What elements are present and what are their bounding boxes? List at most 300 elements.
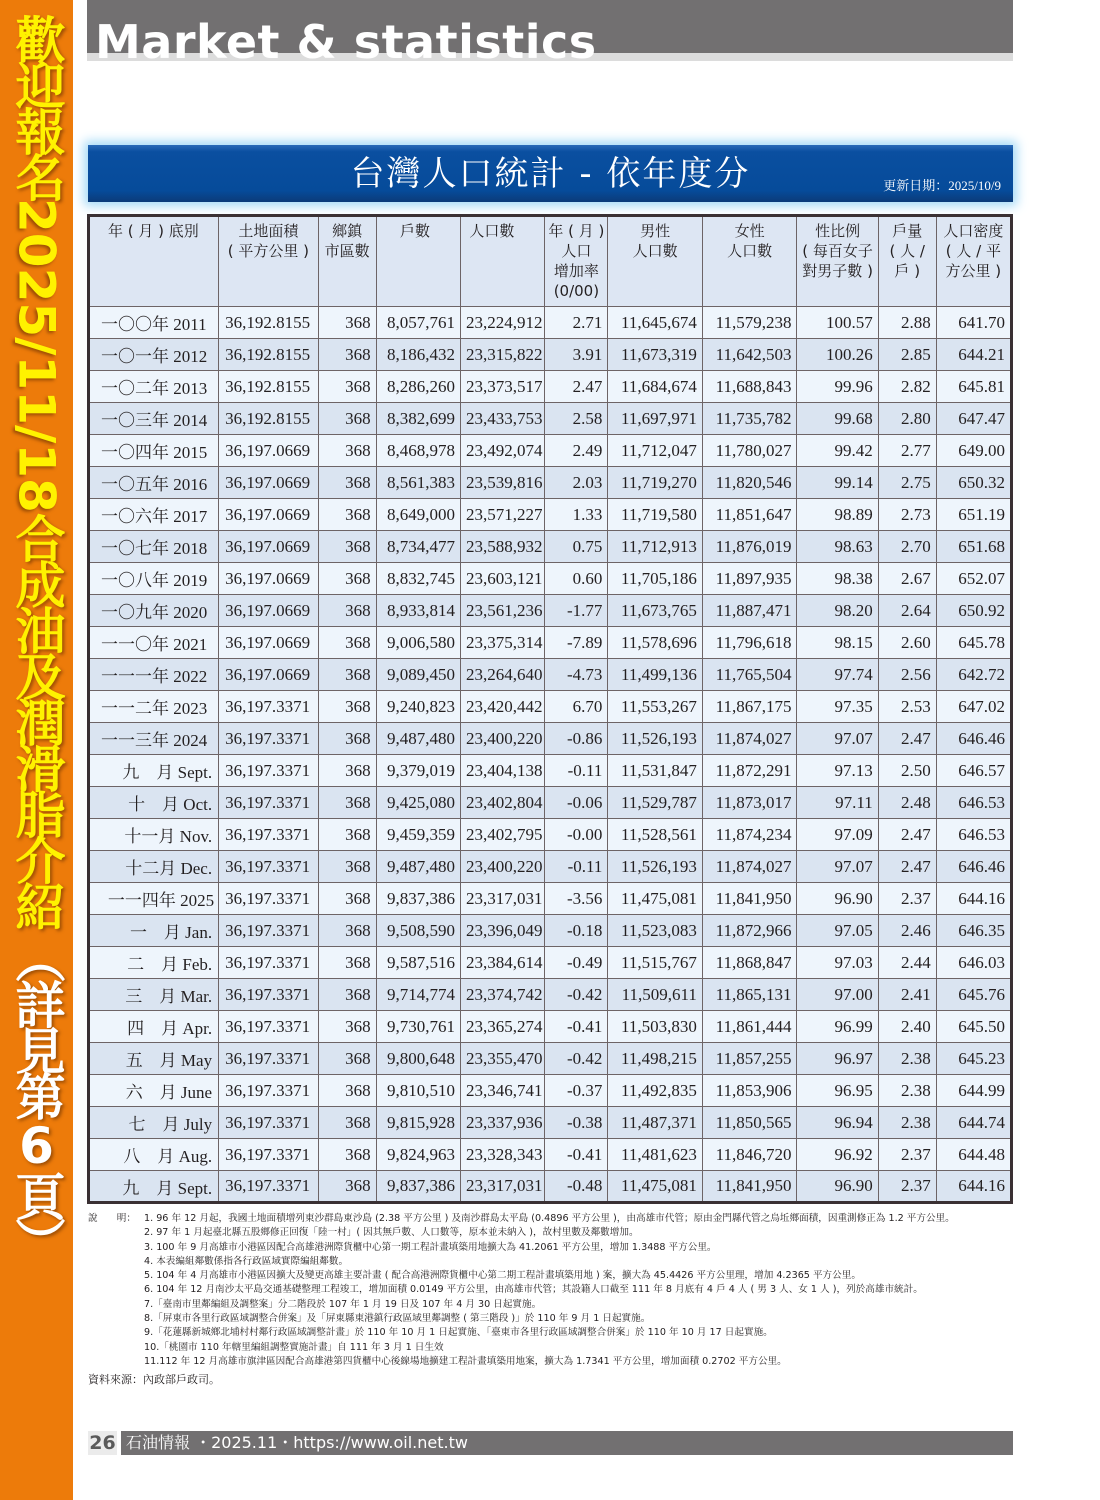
- cell-pop: 23,373,517: [461, 371, 545, 403]
- table-body: [89, 307, 1012, 1203]
- cell-area: 36,197.3371: [219, 1139, 319, 1171]
- cell-area: 36,197.3371: [219, 915, 319, 947]
- cell-male: 11,492,835: [608, 1075, 703, 1107]
- cell-density: 652.07: [936, 563, 1011, 595]
- cell-area: 36,197.3371: [219, 1075, 319, 1107]
- cell-hhsize: 2.88: [878, 307, 936, 339]
- cell-density: 646.35: [936, 915, 1011, 947]
- column-header-pop: 人口數: [461, 216, 545, 307]
- note-text: 6. 104 年 12 月南沙太平島交通基礎整理工程竣工，增加面積 0.0149 平方公里，由高雄市代管；其設籍人口截至 111 年 8 月底有 4 戶 4 人 ( 男 3 人、女 1 人 )，列於高雄市統計。: [144, 1284, 923, 1296]
- cell-count: 9,837,386: [376, 1171, 460, 1203]
- table-row: [89, 1171, 1012, 1203]
- cell-pop: 23,317,031: [461, 883, 545, 915]
- cell-male: 11,523,083: [608, 915, 703, 947]
- cell-year: 十 月 Oct.: [89, 787, 219, 819]
- cell-year: 一 月 Jan.: [89, 915, 219, 947]
- cell-male: 11,719,580: [608, 499, 703, 531]
- cell-rate: -0.86: [545, 723, 608, 755]
- cell-female: 11,872,291: [702, 755, 797, 787]
- cell-hhsize: 2.75: [878, 467, 936, 499]
- cell-area: 36,197.3371: [219, 979, 319, 1011]
- note-item: [88, 1255, 1018, 1269]
- cell-sexratio: 96.97: [797, 1043, 878, 1075]
- side-banner-welcome: 歡迎報名: [7, 14, 66, 198]
- cell-rate: -0.11: [545, 851, 608, 883]
- cell-hhsize: 2.37: [878, 1139, 936, 1171]
- cell-hhsize: 2.73: [878, 499, 936, 531]
- cell-female: 11,765,504: [702, 659, 797, 691]
- cell-area: 36,197.3371: [219, 691, 319, 723]
- table-row: [89, 883, 1012, 915]
- table-row: [89, 403, 1012, 435]
- table-title-bar: [88, 145, 1013, 202]
- cell-area: 36,197.0669: [219, 435, 319, 467]
- cell-density: 645.78: [936, 627, 1011, 659]
- cell-area: 36,197.0669: [219, 627, 319, 659]
- cell-rate: -0.38: [545, 1107, 608, 1139]
- cell-year: 一一一年 2022: [89, 659, 219, 691]
- note-item: [88, 1341, 1018, 1355]
- cell-districts: 368: [318, 1139, 376, 1171]
- cell-districts: 368: [318, 563, 376, 595]
- cell-rate: 0.60: [545, 563, 608, 595]
- cell-rate: 2.47: [545, 371, 608, 403]
- cell-count: 8,286,260: [376, 371, 460, 403]
- cell-count: 9,824,963: [376, 1139, 460, 1171]
- note-indent: [88, 1312, 144, 1326]
- cell-hhsize: 2.41: [878, 979, 936, 1011]
- cell-districts: 368: [318, 499, 376, 531]
- cell-hhsize: 2.77: [878, 435, 936, 467]
- cell-year: 三 月 Mar.: [89, 979, 219, 1011]
- cell-hhsize: 2.85: [878, 339, 936, 371]
- cell-rate: -0.37: [545, 1075, 608, 1107]
- note-text: 10.「桃園市 110 年轄里編組調整實施計畫」自 111 年 3 月 1 日生效: [144, 1341, 444, 1353]
- cell-rate: -7.89: [545, 627, 608, 659]
- cell-male: 11,697,971: [608, 403, 703, 435]
- cell-sexratio: 96.90: [797, 1171, 878, 1203]
- table-row: [89, 595, 1012, 627]
- cell-female: 11,735,782: [702, 403, 797, 435]
- cell-area: 36,197.0669: [219, 467, 319, 499]
- cell-female: 11,846,720: [702, 1139, 797, 1171]
- cell-pop: 23,355,470: [461, 1043, 545, 1075]
- cell-sexratio: 98.63: [797, 531, 878, 563]
- cell-districts: 368: [318, 531, 376, 563]
- cell-year: 一一〇年 2021: [89, 627, 219, 659]
- cell-rate: 2.58: [545, 403, 608, 435]
- cell-year: 一一二年 2023: [89, 691, 219, 723]
- cell-sexratio: 100.57: [797, 307, 878, 339]
- cell-year: 二 月 Feb.: [89, 947, 219, 979]
- note-text: 3. 100 年 9 月高雄市小港區因配合高雄港洲際貨櫃中心第一期工程計畫填築用地擴大為 41.2061 平方公里，增加 1.3488 平方公里。: [144, 1241, 717, 1253]
- cell-sexratio: 99.68: [797, 403, 878, 435]
- note-text: 1. 96 年 12 月起，我國土地面積增列東沙群島東沙島 (2.38 平方公里 ) 及南沙群島太平島 (0.4896 平方公里 )，由高雄市代管；原由金門縣代管之烏坵鄉面積，因重測修正為 1.2 平方公里。: [144, 1213, 955, 1224]
- cell-hhsize: 2.38: [878, 1107, 936, 1139]
- cell-hhsize: 2.44: [878, 947, 936, 979]
- cell-districts: 368: [318, 467, 376, 499]
- cell-count: 9,240,823: [376, 691, 460, 723]
- table-row: [89, 979, 1012, 1011]
- table-row: [89, 339, 1012, 371]
- cell-districts: 368: [318, 787, 376, 819]
- cell-male: 11,673,765: [608, 595, 703, 627]
- cell-pop: 23,328,343: [461, 1139, 545, 1171]
- cell-sexratio: 97.07: [797, 723, 878, 755]
- cell-pop: 23,492,074: [461, 435, 545, 467]
- cell-sexratio: 96.90: [797, 883, 878, 915]
- table-row: [89, 691, 1012, 723]
- table-row: [89, 435, 1012, 467]
- cell-sexratio: 97.09: [797, 819, 878, 851]
- cell-districts: 368: [318, 1043, 376, 1075]
- cell-pop: 23,337,936: [461, 1107, 545, 1139]
- cell-count: 9,730,761: [376, 1011, 460, 1043]
- cell-sexratio: 98.20: [797, 595, 878, 627]
- cell-year: 一〇一年 2012: [89, 339, 219, 371]
- cell-hhsize: 2.47: [878, 819, 936, 851]
- cell-hhsize: 2.48: [878, 787, 936, 819]
- cell-density: 650.92: [936, 595, 1011, 627]
- cell-pop: 23,315,822: [461, 339, 545, 371]
- cell-density: 645.50: [936, 1011, 1011, 1043]
- table-row: [89, 851, 1012, 883]
- table-row: [89, 659, 1012, 691]
- cell-districts: 368: [318, 883, 376, 915]
- note-text: 9.「花蓮縣新城鄉北埔村村鄰行政區域調整計畫」於 110 年 10 月 1 日起實施、「臺東市各里行政區域調整合併案」於 110 年 10 月 17 日起實施。: [144, 1327, 773, 1339]
- note-item: [88, 1226, 1018, 1240]
- cell-male: 11,553,267: [608, 691, 703, 723]
- cell-pop: 23,404,138: [461, 755, 545, 787]
- note-text: 4. 本表編組鄰數係指各行政區域實際編組鄰數。: [144, 1255, 349, 1267]
- cell-female: 11,851,647: [702, 499, 797, 531]
- cell-count: 9,089,450: [376, 659, 460, 691]
- cell-area: 36,192.8155: [219, 403, 319, 435]
- cell-area: 36,197.3371: [219, 1011, 319, 1043]
- cell-count: 9,459,359: [376, 819, 460, 851]
- cell-female: 11,853,906: [702, 1075, 797, 1107]
- table-row: [89, 819, 1012, 851]
- note-item: [88, 1241, 1018, 1255]
- cell-male: 11,712,047: [608, 435, 703, 467]
- table-row: [89, 723, 1012, 755]
- cell-density: 650.32: [936, 467, 1011, 499]
- cell-year: 一〇九年 2020: [89, 595, 219, 627]
- cell-rate: -0.00: [545, 819, 608, 851]
- cell-female: 11,857,255: [702, 1043, 797, 1075]
- cell-hhsize: 2.50: [878, 755, 936, 787]
- cell-pop: 23,264,640: [461, 659, 545, 691]
- note-indent: [88, 1341, 144, 1355]
- cell-year: 一〇二年 2013: [89, 371, 219, 403]
- cell-male: 11,645,674: [608, 307, 703, 339]
- note-item: [88, 1298, 1018, 1312]
- cell-pop: 23,224,912: [461, 307, 545, 339]
- note-indent: [88, 1298, 144, 1312]
- cell-area: 36,197.3371: [219, 819, 319, 851]
- cell-area: 36,197.3371: [219, 723, 319, 755]
- cell-area: 36,197.3371: [219, 947, 319, 979]
- cell-count: 9,587,516: [376, 947, 460, 979]
- cell-area: 36,197.0669: [219, 659, 319, 691]
- column-header-female: 女性 人口數: [702, 216, 797, 307]
- cell-density: 646.46: [936, 851, 1011, 883]
- cell-female: 11,865,131: [702, 979, 797, 1011]
- note-item: [88, 1212, 1018, 1226]
- table-row: [89, 371, 1012, 403]
- page-number: 26: [89, 1432, 116, 1454]
- table-row: [89, 307, 1012, 339]
- cell-male: 11,475,081: [608, 883, 703, 915]
- cell-count: 8,382,699: [376, 403, 460, 435]
- cell-area: 36,197.3371: [219, 787, 319, 819]
- cell-sexratio: 100.26: [797, 339, 878, 371]
- table-row: [89, 1011, 1012, 1043]
- cell-density: 646.53: [936, 787, 1011, 819]
- cell-districts: 368: [318, 307, 376, 339]
- cell-sexratio: 98.89: [797, 499, 878, 531]
- cell-count: 8,832,745: [376, 563, 460, 595]
- cell-count: 9,837,386: [376, 883, 460, 915]
- cell-year: 一〇七年 2018: [89, 531, 219, 563]
- table-row: [89, 1075, 1012, 1107]
- cell-female: 11,887,471: [702, 595, 797, 627]
- cell-pop: 23,384,614: [461, 947, 545, 979]
- cell-pop: 23,588,932: [461, 531, 545, 563]
- cell-density: 644.48: [936, 1139, 1011, 1171]
- cell-count: 8,933,814: [376, 595, 460, 627]
- cell-districts: 368: [318, 403, 376, 435]
- cell-rate: -4.73: [545, 659, 608, 691]
- cell-pop: 23,346,741: [461, 1075, 545, 1107]
- population-table: [87, 214, 1013, 1204]
- cell-sexratio: 96.95: [797, 1075, 878, 1107]
- column-header-districts: 鄉鎮 市區數: [318, 216, 376, 307]
- cell-rate: -0.48: [545, 1171, 608, 1203]
- cell-year: 一〇〇年 2011: [89, 307, 219, 339]
- cell-density: 651.68: [936, 531, 1011, 563]
- table-row: [89, 1043, 1012, 1075]
- cell-districts: 368: [318, 1075, 376, 1107]
- table-row: [89, 1139, 1012, 1171]
- cell-hhsize: 2.60: [878, 627, 936, 659]
- cell-male: 11,684,674: [608, 371, 703, 403]
- cell-pop: 23,365,274: [461, 1011, 545, 1043]
- cell-female: 11,796,618: [702, 627, 797, 659]
- cell-female: 11,867,175: [702, 691, 797, 723]
- cell-density: 642.72: [936, 659, 1011, 691]
- cell-count: 8,734,477: [376, 531, 460, 563]
- cell-male: 11,481,623: [608, 1139, 703, 1171]
- cell-area: 36,197.0669: [219, 531, 319, 563]
- cell-density: 641.70: [936, 307, 1011, 339]
- cell-year: 五 月 May: [89, 1043, 219, 1075]
- cell-rate: -0.11: [545, 755, 608, 787]
- cell-count: 9,508,590: [376, 915, 460, 947]
- cell-male: 11,531,847: [608, 755, 703, 787]
- note-item: [88, 1283, 1018, 1297]
- table-row: [89, 627, 1012, 659]
- cell-year: 十一月 Nov.: [89, 819, 219, 851]
- cell-area: 36,192.8155: [219, 371, 319, 403]
- cell-count: 9,487,480: [376, 851, 460, 883]
- cell-year: 四 月 Apr.: [89, 1011, 219, 1043]
- data-source: 資料來源：內政部戶政司。: [88, 1373, 220, 1386]
- cell-male: 11,475,081: [608, 1171, 703, 1203]
- column-header-hhsize: 戶量 ( 人 / 戶 ): [878, 216, 936, 307]
- cell-hhsize: 2.46: [878, 915, 936, 947]
- cell-pop: 23,402,795: [461, 819, 545, 851]
- cell-year: 八 月 Aug.: [89, 1139, 219, 1171]
- cell-rate: -0.41: [545, 1011, 608, 1043]
- cell-area: 36,197.3371: [219, 883, 319, 915]
- cell-year: 六 月 June: [89, 1075, 219, 1107]
- cell-area: 36,197.3371: [219, 1171, 319, 1203]
- cell-districts: 368: [318, 339, 376, 371]
- cell-female: 11,579,238: [702, 307, 797, 339]
- cell-male: 11,515,767: [608, 947, 703, 979]
- cell-districts: 368: [318, 595, 376, 627]
- cell-pop: 23,375,314: [461, 627, 545, 659]
- note-item: [88, 1269, 1018, 1283]
- table-row: [89, 915, 1012, 947]
- cell-female: 11,872,966: [702, 915, 797, 947]
- cell-rate: 2.03: [545, 467, 608, 499]
- note-item: [88, 1312, 1018, 1326]
- column-header-male: 男性 人口數: [608, 216, 703, 307]
- cell-count: 8,186,432: [376, 339, 460, 371]
- cell-hhsize: 2.64: [878, 595, 936, 627]
- cell-count: 9,714,774: [376, 979, 460, 1011]
- cell-density: 651.19: [936, 499, 1011, 531]
- cell-count: 9,006,580: [376, 627, 460, 659]
- cell-rate: -1.77: [545, 595, 608, 627]
- cell-pop: 23,539,816: [461, 467, 545, 499]
- note-item: [88, 1355, 1018, 1369]
- cell-districts: 368: [318, 435, 376, 467]
- cell-rate: -0.49: [545, 947, 608, 979]
- cell-sexratio: 99.14: [797, 467, 878, 499]
- cell-male: 11,509,611: [608, 979, 703, 1011]
- cell-density: 645.81: [936, 371, 1011, 403]
- cell-male: 11,498,215: [608, 1043, 703, 1075]
- cell-female: 11,874,234: [702, 819, 797, 851]
- cell-hhsize: 2.82: [878, 371, 936, 403]
- side-banner-topic: 合成油及潤滑脂介紹: [7, 512, 66, 927]
- column-header-year: 年 ( 月 ) 底別: [89, 216, 219, 307]
- cell-rate: -0.42: [545, 1043, 608, 1075]
- cell-districts: 368: [318, 755, 376, 787]
- cell-rate: 2.49: [545, 435, 608, 467]
- cell-sexratio: 98.38: [797, 563, 878, 595]
- cell-sexratio: 97.11: [797, 787, 878, 819]
- cell-male: 11,712,913: [608, 531, 703, 563]
- cell-area: 36,197.3371: [219, 851, 319, 883]
- cell-pop: 23,603,121: [461, 563, 545, 595]
- section-title: Market & statistics: [95, 15, 597, 69]
- cell-districts: 368: [318, 627, 376, 659]
- cell-hhsize: 2.56: [878, 659, 936, 691]
- cell-rate: -0.41: [545, 1139, 608, 1171]
- side-banner-date: 2025/11/18: [7, 198, 66, 513]
- cell-male: 11,719,270: [608, 467, 703, 499]
- cell-male: 11,503,830: [608, 1011, 703, 1043]
- notes-label: 說 明：: [88, 1213, 136, 1224]
- cell-districts: 368: [318, 1107, 376, 1139]
- cell-density: 646.53: [936, 819, 1011, 851]
- note-text: 7.「臺南市里鄰編組及調整案」分二階段於 107 年 1 月 19 日及 107 年 4 月 30 日起實施。: [144, 1298, 542, 1310]
- cell-year: 一〇六年 2017: [89, 499, 219, 531]
- cell-count: 9,379,019: [376, 755, 460, 787]
- cell-density: 646.03: [936, 947, 1011, 979]
- cell-year: 一〇八年 2019: [89, 563, 219, 595]
- cell-count: 8,057,761: [376, 307, 460, 339]
- cell-year: 一〇四年 2015: [89, 435, 219, 467]
- cell-year: 一一四年 2025: [89, 883, 219, 915]
- cell-area: 36,197.0669: [219, 595, 319, 627]
- table-row: [89, 563, 1012, 595]
- cell-area: 36,197.0669: [219, 563, 319, 595]
- cell-rate: -0.42: [545, 979, 608, 1011]
- cell-pop: 23,571,227: [461, 499, 545, 531]
- table-row: [89, 947, 1012, 979]
- table-row: [89, 755, 1012, 787]
- note-text: 11.112 年 12 月高雄市旗津區因配合高雄港第四貨櫃中心後線場地擴建工程計畫填築用地案，擴大為 1.7341 平方公里，增加面積 0.2702 平方公里。: [144, 1355, 787, 1367]
- column-header-sexratio: 性比例 ( 每百女子 對男子數 ): [797, 216, 878, 307]
- cell-density: 644.21: [936, 339, 1011, 371]
- cell-count: 9,425,080: [376, 787, 460, 819]
- cell-female: 11,861,444: [702, 1011, 797, 1043]
- cell-density: 645.76: [936, 979, 1011, 1011]
- cell-hhsize: 2.40: [878, 1011, 936, 1043]
- cell-female: 11,820,546: [702, 467, 797, 499]
- cell-pop: 23,400,220: [461, 723, 545, 755]
- cell-hhsize: 2.37: [878, 1171, 936, 1203]
- side-banner: [0, 0, 73, 1500]
- cell-sexratio: 97.03: [797, 947, 878, 979]
- cell-districts: 368: [318, 371, 376, 403]
- table-row: [89, 499, 1012, 531]
- cell-female: 11,841,950: [702, 1171, 797, 1203]
- cell-female: 11,868,847: [702, 947, 797, 979]
- table-header-row: [89, 216, 1012, 307]
- cell-male: 11,499,136: [608, 659, 703, 691]
- cell-density: 649.00: [936, 435, 1011, 467]
- cell-sexratio: 96.92: [797, 1139, 878, 1171]
- cell-pop: 23,374,742: [461, 979, 545, 1011]
- cell-year: 十二月 Dec.: [89, 851, 219, 883]
- cell-districts: 368: [318, 851, 376, 883]
- cell-density: 645.23: [936, 1043, 1011, 1075]
- notes: [88, 1212, 1018, 1369]
- cell-hhsize: 2.47: [878, 723, 936, 755]
- table-row: [89, 467, 1012, 499]
- cell-pop: 23,396,049: [461, 915, 545, 947]
- cell-male: 11,526,193: [608, 723, 703, 755]
- cell-area: 36,197.3371: [219, 755, 319, 787]
- cell-year: 七 月 July: [89, 1107, 219, 1139]
- cell-year: 九 月 Sept.: [89, 1171, 219, 1203]
- note-text: 8.「屏東市各里行政區域調整合併案」及「屏東縣東港鎮行政區域里鄰調整 ( 第三階段 )」於 110 年 9 月 1 日起實施。: [144, 1313, 651, 1325]
- note-indent: [88, 1326, 144, 1340]
- cell-rate: 1.33: [545, 499, 608, 531]
- cell-female: 11,876,019: [702, 531, 797, 563]
- update-date: 更新日期：2025/10/9: [883, 178, 1001, 193]
- cell-male: 11,673,319: [608, 339, 703, 371]
- cell-hhsize: 2.67: [878, 563, 936, 595]
- cell-pop: 23,433,753: [461, 403, 545, 435]
- cell-female: 11,897,935: [702, 563, 797, 595]
